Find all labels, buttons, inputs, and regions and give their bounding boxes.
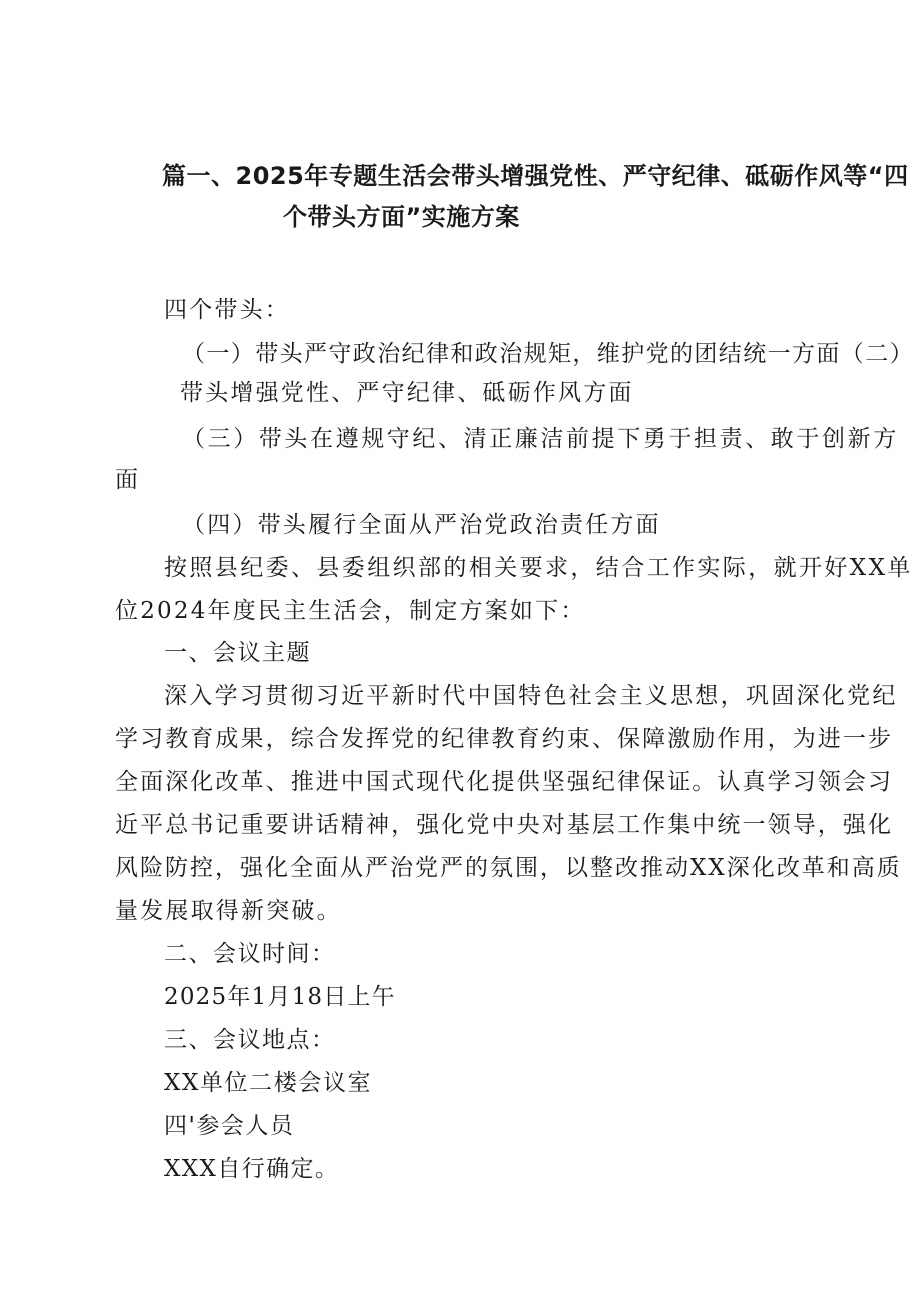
item-3-line-2: 面 [115, 467, 141, 493]
section-2-value: 2025年1月18日上午 [164, 984, 396, 1010]
item-4: （四）带头履行全面从严治党政治责任方面 [182, 512, 661, 538]
item-1-line-2: 带头增强党性、严守纪律、砥砺作风方面 [180, 380, 634, 406]
basis-line-1: 按照县纪委、县委组织部的相关要求，结合工作实际，就开好XX单 [164, 555, 913, 581]
document-title-line-1: 篇一、2025年专题生活会带头增强党性、严守纪律、砥砺作风等“四 [162, 162, 909, 190]
section-1-heading: 一、会议主题 [164, 640, 311, 666]
intro-label: 四个带头： [164, 297, 290, 323]
section-1-paragraph-line-5: 风险防控，强化全面从严治党严的氛围，以整改推动XX深化改革和高质 [115, 855, 902, 881]
section-4-heading: 四'参会人员 [164, 1113, 295, 1139]
section-1-paragraph-line-3: 全面深化改革、推进中国式现代化提供坚强纪律保证。认真学习领会习 [115, 769, 894, 795]
document-title-line-2: 个带头方面”实施方案 [283, 203, 520, 231]
basis-line-2: 位2024年度民主生活会，制定方案如下： [115, 598, 586, 624]
section-1-paragraph-line-6: 量发展取得新突破。 [115, 898, 342, 924]
item-1-line-1: （一）带头严守政治纪律和政治规矩，维护党的团结统一方面（二） [182, 341, 914, 367]
section-3-value: XX单位二楼会议室 [164, 1070, 373, 1096]
section-1-paragraph-line-1: 深入学习贯彻习近平新时代中国特色社会主义思想，巩固深化党纪 [164, 683, 898, 709]
section-1-paragraph-line-4: 近平总书记重要讲话精神，强化党中央对基层工作集中统一领导，强化 [115, 812, 894, 838]
section-2-heading: 二、会议时间： [164, 941, 336, 967]
section-4-value: XXX自行确定。 [164, 1156, 340, 1182]
section-3-heading: 三、会议地点： [164, 1027, 336, 1053]
section-1-paragraph-line-2: 学习教育成果，综合发挥党的纪律教育约束、保障激励作用，为进一步 [115, 726, 894, 752]
item-3-line-1: （三）带头在遵规守纪、清正廉洁前提下勇于担责、敢于创新方 [182, 426, 899, 452]
